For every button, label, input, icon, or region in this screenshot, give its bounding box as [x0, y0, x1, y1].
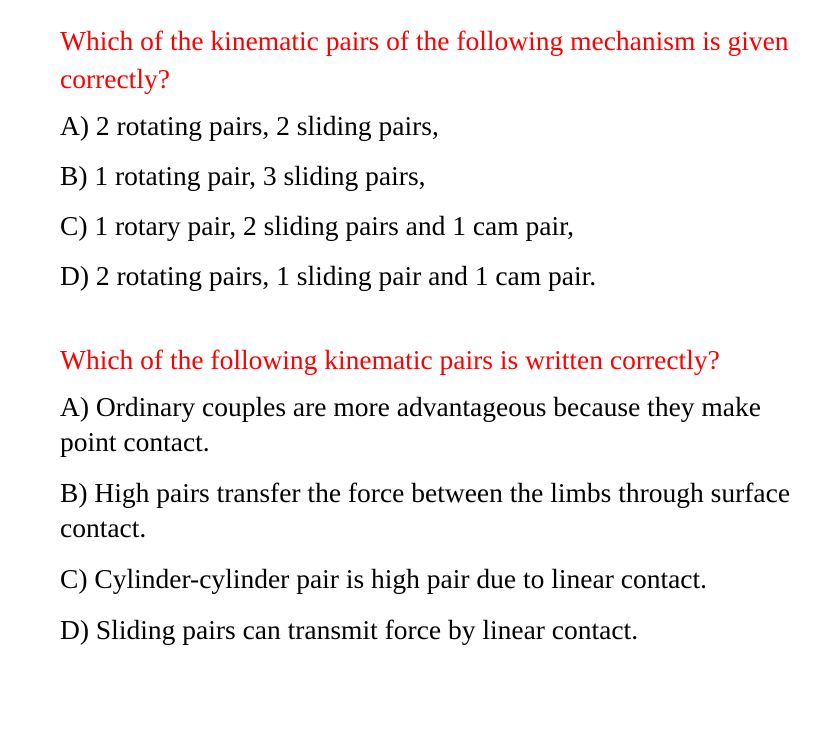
question-1-option-d: D) 2 rotating pairs, 1 sliding pair and 1 cam pair. — [60, 260, 597, 291]
question-1-options — [60, 108, 800, 293]
document-page — [60, 22, 800, 663]
question-1-option-b: B) 1 rotating pair, 3 sliding pairs, — [60, 160, 426, 191]
question-2-option-b: B) High pairs transfer the force between the limbs through surface contact. — [60, 477, 791, 543]
question-2-prompt: Which of the following kinematic pairs is written correctly? — [60, 344, 720, 375]
question-1-prompt: Which of the kinematic pairs of the following mechanism is given correctly? — [60, 25, 789, 94]
question-2-options — [60, 389, 800, 647]
question-block-2 — [60, 341, 800, 647]
question-2-option-d: D) Sliding pairs can transmit force by linear contact. — [60, 614, 639, 645]
question-block-1 — [60, 22, 800, 293]
question-2-option-a: A) Ordinary couples are more advantageous because they make point contact. — [60, 391, 761, 457]
question-1-option-c: C) 1 rotary pair, 2 sliding pairs and 1 cam pair, — [60, 210, 575, 241]
question-1-option-a: A) 2 rotating pairs, 2 sliding pairs, — [60, 110, 439, 141]
question-2-option-c: C) Cylinder-cylinder pair is high pair due to linear contact. — [60, 563, 708, 594]
